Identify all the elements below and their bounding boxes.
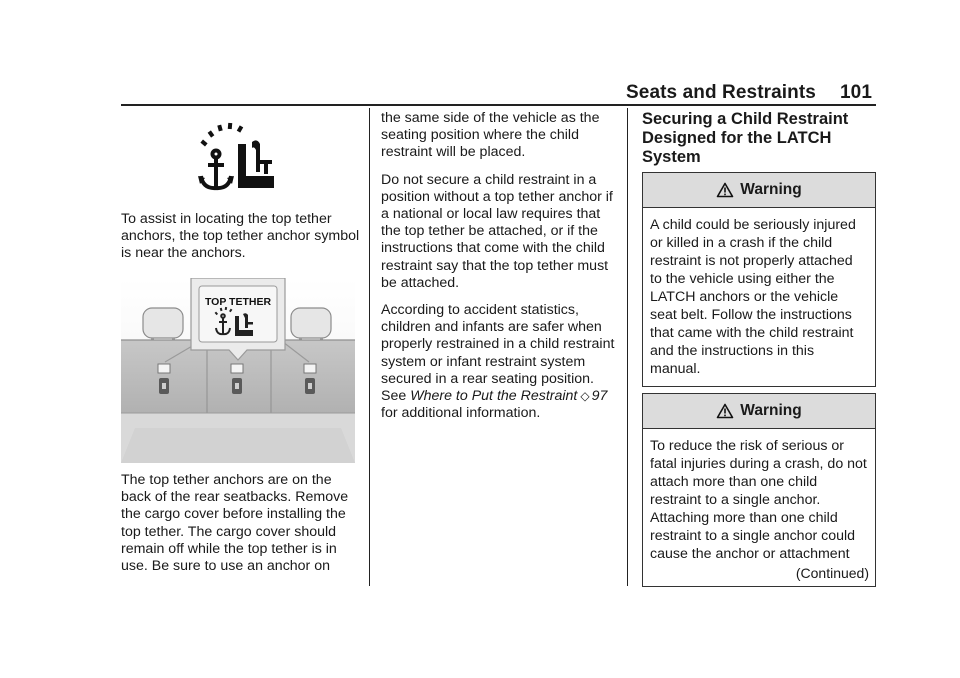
page-header [560, 82, 872, 104]
paragraph: The top tether anchors are on the back of the rear seatbacks. Remove the cargo cover before installing the top tether. The cargo cover should remain off while the top tether is in use. Be sure to use an anchor on [121, 472, 349, 575]
column-divider-2 [627, 108, 628, 586]
warning-text: A child could be seriously injured or killed in a crash if the child restraint is not properly attached to the vehicle using either the LATCH anchors or the vehicle seat belt. Follow the instructions that came with the child restraint and the instructions in this manual. [650, 217, 856, 377]
warning-header [643, 173, 875, 208]
paragraph [381, 302, 621, 422]
warning-icon [716, 403, 734, 419]
warning-box-1 [642, 172, 876, 387]
section-title: Seats and Restraints [626, 82, 816, 103]
warning-title: Warning [740, 181, 802, 198]
cross-reference-page[interactable]: 97 [591, 388, 608, 405]
warning-box-2 [642, 393, 876, 587]
paragraph: Do not secure a child restraint in a position without a top tether anchor if a national or local law requires that the top tether be attached, or if the instructions that come with the child restraint say that the top tether must be attached. [381, 171, 613, 291]
warning-header [643, 394, 875, 429]
cross-reference-link[interactable]: Where to Put the Restraint [410, 388, 578, 405]
rear-seatback-illustration [121, 278, 355, 463]
paragraph-text: for additional information. [381, 405, 541, 422]
warning-title: Warning [740, 402, 802, 419]
paragraph: To assist in locating the top tether anchors, the top tether anchor symbol is near the anchors. [121, 211, 360, 262]
section-heading: Securing a Child Restraint Designed for the LATCH System [642, 110, 849, 166]
column-divider-1 [369, 108, 370, 586]
continued-label: (Continued) [795, 565, 869, 581]
paragraph-text: According to accident statistics, children and infants are safer when properly restrained in a child restraint system or infant restraint system secured in a rear seating position. See [381, 302, 615, 405]
top-tether-symbol-icon [194, 118, 284, 196]
page-number: 101 [839, 82, 872, 103]
callout-label: TOP TETHER [204, 296, 272, 308]
page-reference-icon: ◇ [580, 389, 590, 404]
warning-text: To reduce the risk of serious or fatal injuries during a crash, do not attach more than one child restraint to a single anchor. Attaching more than one child restraint to a single anchor could cause the anchor or attachment [650, 438, 867, 562]
warning-icon [716, 182, 734, 198]
header-rule [121, 104, 876, 106]
paragraph: the same side of the vehicle as the seating position where the child restraint will be placed. [381, 110, 600, 161]
